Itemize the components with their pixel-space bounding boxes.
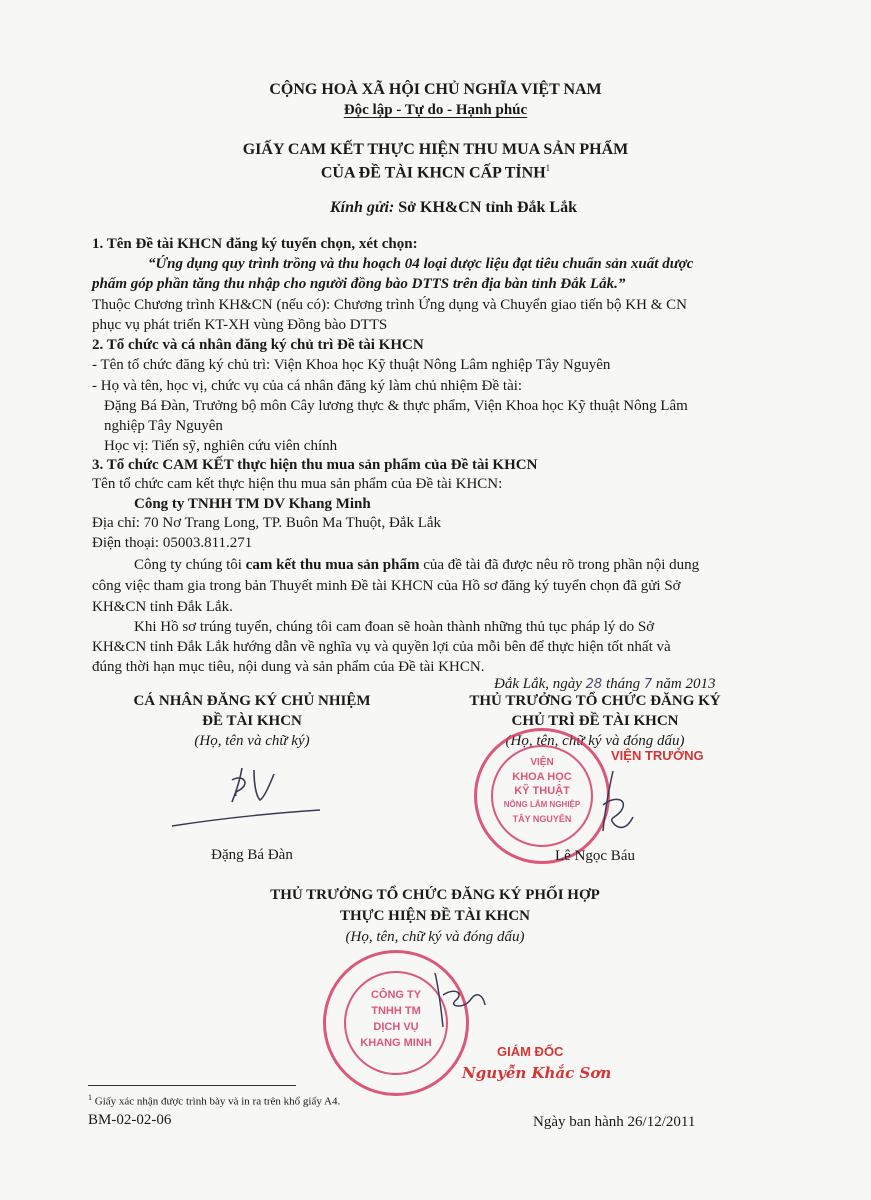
left-signer-note: (Họ, tên và chữ ký) [194, 733, 310, 749]
project-title-line1: “Ứng dụng quy trình trồng và thu hoạch 04 loại dược liệu đạt tiêu chuẩn sản xuất dược [148, 256, 694, 272]
program-line2: phục vụ phát triển KT-XH vùng Đồng bào DTTS [92, 317, 388, 333]
bottom-handwritten-signature [425, 965, 505, 1035]
institute-director-title: VIỆN TRƯỞNG [611, 748, 704, 763]
left-signer-title1: CÁ NHÂN ĐĂNG KÝ CHỦ NHIỆM [133, 693, 371, 709]
bottom-signer-note: (Họ, tên, chữ ký và đóng dấu) [345, 929, 525, 945]
issue-date: Ngày ban hành 26/12/2011 [533, 1114, 696, 1130]
right-signer-title1: THỦ TRƯỞNG TỔ CHỨC ĐĂNG KÝ [469, 693, 721, 709]
company-address: Địa chỉ: 70 Nơ Trang Long, TP. Buôn Ma Thuột, Đắk Lắk [92, 515, 442, 531]
commitment-paragraph-line2: công việc tham gia trong bản Thuyết minh Đề tài KHCN của Hồ sơ đăng ký tuyển chọn đã gửi Sở [92, 578, 681, 594]
section2-heading: 2. Tổ chức và cá nhân đăng ký chủ trì Đề tài KHCN [92, 337, 424, 353]
bottom-signer-title1: THỦ TRƯỞNG TỔ CHỨC ĐĂNG KÝ PHỐI HỢP [270, 887, 600, 903]
host-organization: - Tên tổ chức đăng ký chủ trì: Viện Khoa học Kỹ thuật Nông Lâm nghiệp Tây Nguyên [92, 357, 611, 373]
recipient-line: Kính gửi: Sở KH&CN tỉnh Đắk Lắk [330, 199, 577, 216]
company-name: Công ty TNHH TM DV Khang Minh [134, 496, 371, 512]
leader-label: - Họ và tên, học vị, chức vụ của cá nhân đăng ký làm chủ nhiệm Đề tài: [92, 378, 523, 394]
document-title-line2: CỦA ĐỀ TÀI KHCN CẤP TỈNH$^1$ [320, 163, 551, 182]
footnote-divider [88, 1085, 296, 1086]
footnote-reference: 1 [545, 163, 551, 173]
pledge-paragraph-line2: KH&CN tỉnh Đắk Lắk hướng dẫn về nghĩa vụ và quyền lợi của mỗi bên để thực hiện tốt nhất và [92, 639, 671, 655]
company-phone: Điện thoại: 05003.811.271 [92, 535, 253, 551]
signing-date: Đắk Lắk, ngày 28 tháng 7 năm 2013 [494, 676, 716, 692]
left-handwritten-signature [170, 760, 330, 830]
company-director-name: Nguyễn Khắc Sơn [462, 1064, 612, 1082]
document-title-line1: GIẤY CAM KẾT THỰC HIỆN THU MUA SẢN PHẨM [242, 141, 629, 158]
company-director-title: GIÁM ĐỐC [497, 1044, 564, 1059]
footnote: $^1$ Giấy xác nhận được trình bày và in ra trên khổ giấy A4. [88, 1093, 341, 1108]
commitment-paragraph-line1: Công ty chúng tôi cam kết thu mua sản phẩm của đề tài đã được nêu rõ trong phần nội dung [134, 557, 700, 573]
right-signer-name: Lê Ngọc Báu [555, 848, 635, 864]
commitment-paragraph-line3: KH&CN tỉnh Đắk Lắk. [92, 599, 233, 615]
institute-seal-stamp: VIỆN KHOA HỌC KỸ THUẬT NÔNG LÂM NGHIỆP TÂY NGUYÊN [474, 728, 610, 864]
country-name: CỘNG HOÀ XÃ HỘI CHỦ NGHĨA VIỆT NAM [269, 81, 602, 98]
pledge-paragraph-line3: đúng thời hạn mục tiêu, nội dung và sản phẩm của Đề tài KHCN. [92, 659, 485, 675]
right-signer-note: (Họ, tên, chữ ký và đóng dấu) [505, 733, 685, 749]
left-signer-name: Đặng Bá Đàn [211, 847, 293, 863]
leader-line2: nghiệp Tây Nguyên [104, 418, 223, 434]
leader-degree: Học vị: Tiến sỹ, nghiên cứu viên chính [104, 438, 338, 454]
pledge-paragraph-line1: Khi Hồ sơ trúng tuyển, chúng tôi cam đoan sẽ hoàn thành những thủ tục pháp lý do Sở [134, 619, 655, 635]
right-handwritten-signature [585, 765, 645, 845]
right-signer-title2: CHỦ TRÌ ĐỀ TÀI KHCN [511, 713, 679, 729]
program-line1: Thuộc Chương trình KH&CN (nếu có): Chương trình Ứng dụng và Chuyển giao tiến bộ KH & CN [92, 297, 687, 313]
left-signer-title2: ĐỀ TÀI KHCN [202, 713, 302, 729]
commit-org-label: Tên tổ chức cam kết thực hiện thu mua sản phẩm của Đề tài KHCN: [92, 476, 503, 492]
form-code: BM-02-02-06 [88, 1112, 172, 1128]
section1-heading: 1. Tên Đề tài KHCN đăng ký tuyển chọn, xét chọn: [92, 236, 418, 252]
project-title-line2: phẩm góp phần tăng thu nhập cho người đồng bào DTTS trên địa bàn tỉnh Đắk Lắk.” [92, 276, 626, 292]
national-motto: Độc lập - Tự do - Hạnh phúc [343, 102, 528, 118]
company-seal-stamp: CÔNG TY TNHH TM DỊCH VỤ KHANG MINH [323, 950, 469, 1096]
bottom-signer-title2: THỰC HIỆN ĐỀ TÀI KHCN [339, 908, 531, 924]
leader-line1: Đặng Bá Đàn, Trưởng bộ môn Cây lương thực & thực phẩm, Viện Khoa học Kỹ thuật Nông Lâm [104, 398, 688, 414]
section3-heading: 3. Tổ chức CAM KẾT thực hiện thu mua sản phẩm của Đề tài KHCN [92, 457, 538, 473]
